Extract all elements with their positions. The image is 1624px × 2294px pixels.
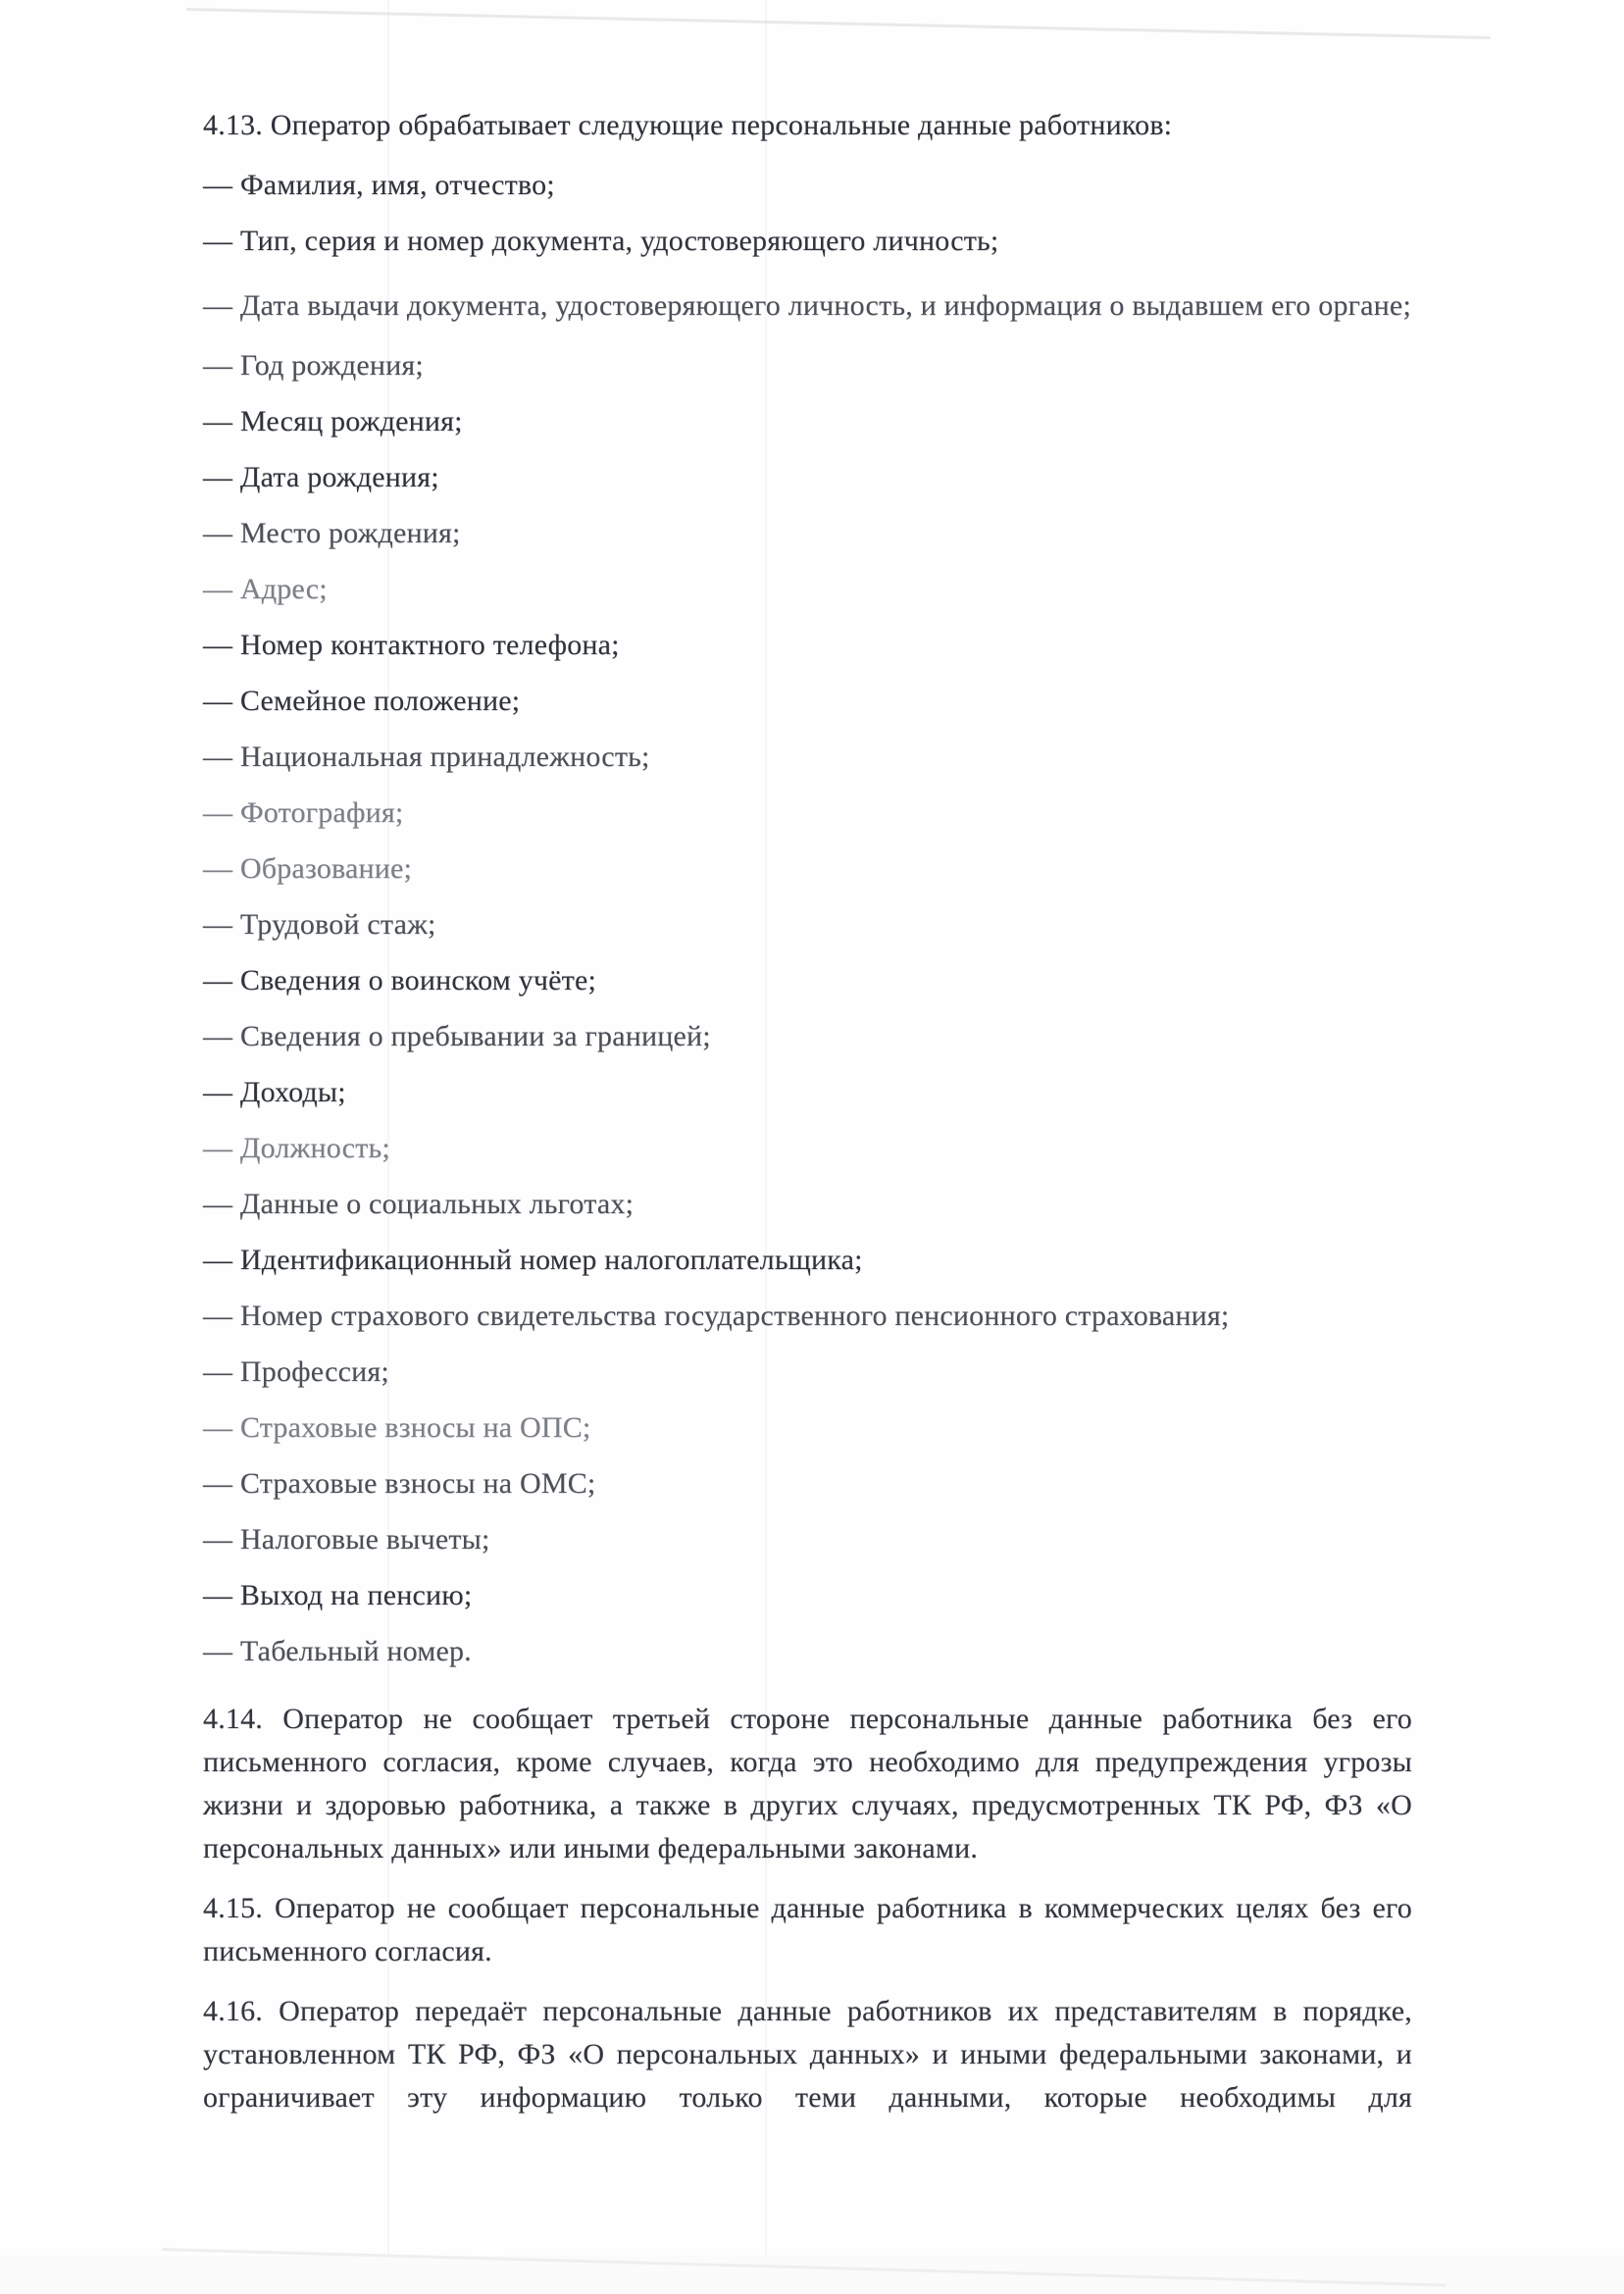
list-item: — Место рождения; bbox=[203, 517, 461, 549]
list-item: — Семейное положение; bbox=[203, 685, 521, 717]
list-item: — Профессия; bbox=[203, 1355, 389, 1388]
section-4-14-paragraph: 4.14. Оператор не сообщает третьей стороне персональные данные работника без его письменного согласия, кроме случаев, когда это необходимо для предупреждения угрозы жизни и здоровью работника, а также в других случаях, предусмотренных ТК РФ, ФЗ «О персональных данных» или иными федеральными законами. bbox=[203, 1703, 1412, 1864]
list-item: — Национальная принадлежность; bbox=[203, 740, 650, 773]
list-item: — Сведения о пребывании за границей; bbox=[203, 1020, 711, 1052]
scan-edge-bottom bbox=[162, 2248, 1446, 2287]
list-item: — Идентификационный номер налогоплательщика; bbox=[203, 1244, 863, 1276]
list-item: — Адрес; bbox=[203, 573, 328, 605]
list-item: — Фотография; bbox=[203, 796, 404, 829]
list-item: — Дата выдачи документа, удостоверяющего личность, и информация о выдавшем его органе; bbox=[203, 289, 1411, 322]
list-item: — Страховые взносы на ОПС; bbox=[203, 1411, 591, 1444]
list-item: — Фамилия, имя, отчество; bbox=[203, 169, 555, 201]
list-item: — Образование; bbox=[203, 852, 413, 885]
list-item: — Страховые взносы на ОМС; bbox=[203, 1467, 596, 1500]
section-4-16-paragraph: 4.16. Оператор передаёт персональные данные работников их представителям в порядке, установленном ТК РФ, ФЗ «О персональных данных» и иными федеральными законами, и ограничивает эту информацию только теми данными, которые необходимы для bbox=[203, 1995, 1412, 2114]
list-item: — Номер страхового свидетельства государственного пенсионного страхования; bbox=[203, 1300, 1230, 1332]
list-item: — Налоговые вычеты; bbox=[203, 1523, 490, 1555]
list-item: — Дата рождения; bbox=[203, 461, 439, 493]
list-item: — Месяц рождения; bbox=[203, 405, 463, 437]
document-content bbox=[203, 110, 1412, 2119]
scan-edge-top bbox=[186, 8, 1491, 39]
scan-strip-bottom bbox=[0, 2256, 1624, 2294]
list-item: — Сведения о воинском учёте; bbox=[203, 964, 597, 996]
list-item: — Тип, серия и номер документа, удостоверяющего личность; bbox=[203, 225, 999, 257]
list-item: — Номер контактного телефона; bbox=[203, 629, 620, 661]
list-item: — Трудовой стаж; bbox=[203, 908, 436, 941]
list-item: — Табельный номер. bbox=[203, 1635, 472, 1667]
list-item: — Доходы; bbox=[203, 1076, 346, 1108]
list-item: — Год рождения; bbox=[203, 349, 424, 382]
list-item: — Данные о социальных льготах; bbox=[203, 1188, 634, 1220]
list-item: — Выход на пенсию; bbox=[203, 1579, 473, 1611]
section-4-13-heading: 4.13. Оператор обрабатывает следующие персональные данные работников: bbox=[203, 109, 1173, 141]
section-4-15-paragraph: 4.15. Оператор не сообщает персональные данные работника в коммерческих целях без его письменного согласия. bbox=[203, 1892, 1412, 1967]
list-item: — Должность; bbox=[203, 1132, 390, 1164]
